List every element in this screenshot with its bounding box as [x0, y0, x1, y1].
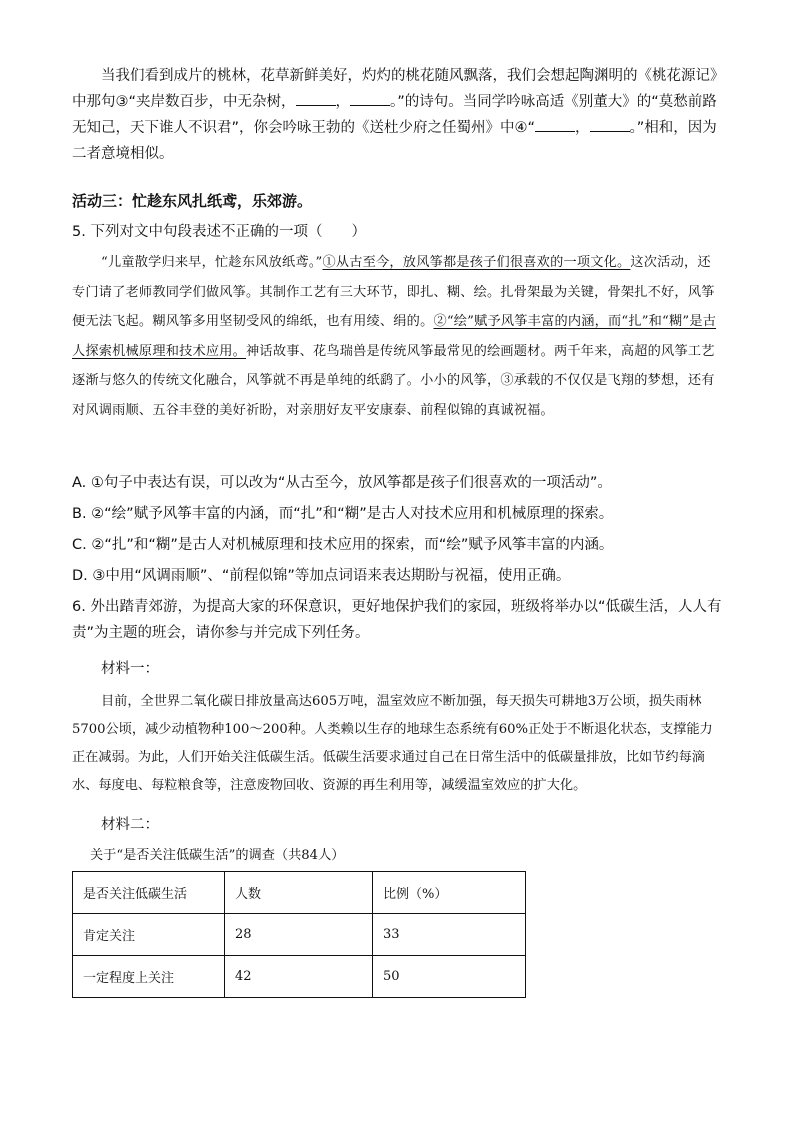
blank-line-3b	[350, 91, 390, 106]
option-d: D. ③中用“风调雨顺”、“前程似锦”等加点词语来表达期盼与祝福，使用正确。	[72, 568, 571, 584]
table-cell: 50	[373, 956, 526, 998]
activity-three-heading: 活动三：忙趁东风扎纸鸢，乐郊游。	[72, 192, 313, 210]
table-cell: 肯定关注	[73, 914, 225, 956]
blank-line-4b	[590, 117, 630, 132]
passage-underlined-2: ②“绘”赋予风筝丰富的内涵，而“扎”和“糊”是古人探索机械原理和技术应用。	[72, 314, 717, 359]
paragraph-text-part-e: 。”相和，因为二者意境相似。	[72, 120, 717, 162]
table-cell: 42	[225, 956, 373, 998]
question-6-stem: 6. 外出踏青郊游，为提高大家的环保意识，更好地保护我们的家园，班级将举办以“低碳生活，人人有责”为主题的班会，请你参与并完成下列任务。	[72, 599, 722, 641]
passage-sentence-2: 这次活动，还专门请了老师教同学们做风筝。其制作工艺有三大环节，即扎、糊、绘。扎骨架最为关键，骨架扎不好，风筝便无法飞起。糊风筝多用坚韧受风的绵纸，也有用绫、绢的。	[72, 255, 715, 329]
table-cell: 33	[373, 914, 526, 956]
passage-underlined-1: ①从古至今，放风筝都是孩子们很喜欢的一项文化。	[322, 255, 631, 270]
taohua-paragraph	[72, 63, 722, 167]
table-cell: 一定程度上关注	[73, 956, 225, 998]
survey-table	[72, 871, 526, 998]
table-caption: 关于“是否关注低碳生活”的调查（共84人）	[90, 848, 345, 863]
option-a: A. ①句子中表达有误，可以改为“从古至今，放风筝都是孩子们很喜欢的一项活动”。	[72, 475, 612, 491]
blank-line-3a	[296, 91, 336, 106]
table-header-cell: 是否关注低碳生活	[73, 872, 225, 914]
question-5-stem: 5. 下列对文中句段表述不正确的一项（ ）	[72, 224, 366, 240]
table-header-cell: 人数	[225, 872, 373, 914]
table-row	[73, 956, 526, 998]
material-1-text: 目前，全世界二氧化碳日排放量高达605万吨，温室效应不断加强，每天损失可耕地3万公顷，损失雨林5700公顷，减少动植物种100～200种。人类赖以生存的地球生态系统有60%正处于不断退化状态，支撑能力正在减弱。为此，人们开始关注低碳生活。低碳生活要求通过自己在日常生活中的低碳量排放，比如节约每滴水、每度电、每粒粮食等，注意废物回收、资源的再生利用等，减缓温室效应的扩大化。	[72, 694, 713, 793]
table-cell: 28	[225, 914, 373, 956]
material-1-label: 材料一：	[101, 661, 159, 677]
table-row	[73, 914, 526, 956]
passage-sentence-1: “儿童散学归来早，忙趁东风放纸鸢。”	[101, 255, 323, 270]
paragraph-text-part-d: ，	[575, 120, 590, 136]
question-5-passage	[72, 248, 722, 425]
table-header-row	[73, 872, 526, 914]
paragraph-text-part-b: ，	[335, 94, 351, 110]
table-header-cell: 比例（%）	[373, 872, 526, 914]
blank-line-4a	[535, 117, 575, 132]
option-b: B. ②“绘”赋予风筝丰富的内涵，而“扎”和“糊”是古人对技术应用和机械原理的探索。	[72, 506, 614, 522]
passage-sentence-3: 神话故事、花鸟瑞兽是传统风筝最常见的绘画题材。两千年来，高超的风筝工艺逐渐与悠久的传统文化融合，风筝就不再是单纯的纸鹞了。小小的风筝，③承载的不仅仅是飞翔的梦想，还有对风调雨顺、五谷丰登的美好祈盼，对亲朋好友平安康泰、前程似锦的真诚祝福。	[72, 343, 715, 418]
paragraph-text-part-a: 当我们看到成片的桃林，花草新鲜美好，灼灼的桃花随风飘落，我们会想起陶渊明的《桃花源记》中那句③“夹岸数百步，中无杂树，	[72, 68, 718, 110]
paragraph-text-part-c: 。”的诗句。当同学吟咏高适《别董大》的“莫愁前路无知己，天下谁人不识君”，你会吟咏王勃的《送杜少府之任蜀州》中④“	[72, 94, 717, 136]
material-2-label: 材料二：	[101, 817, 159, 833]
option-c: C. ②“扎”和“糊”是古人对机械原理和技术应用的探索，而“绘”赋予风筝丰富的内涵。	[72, 537, 614, 553]
